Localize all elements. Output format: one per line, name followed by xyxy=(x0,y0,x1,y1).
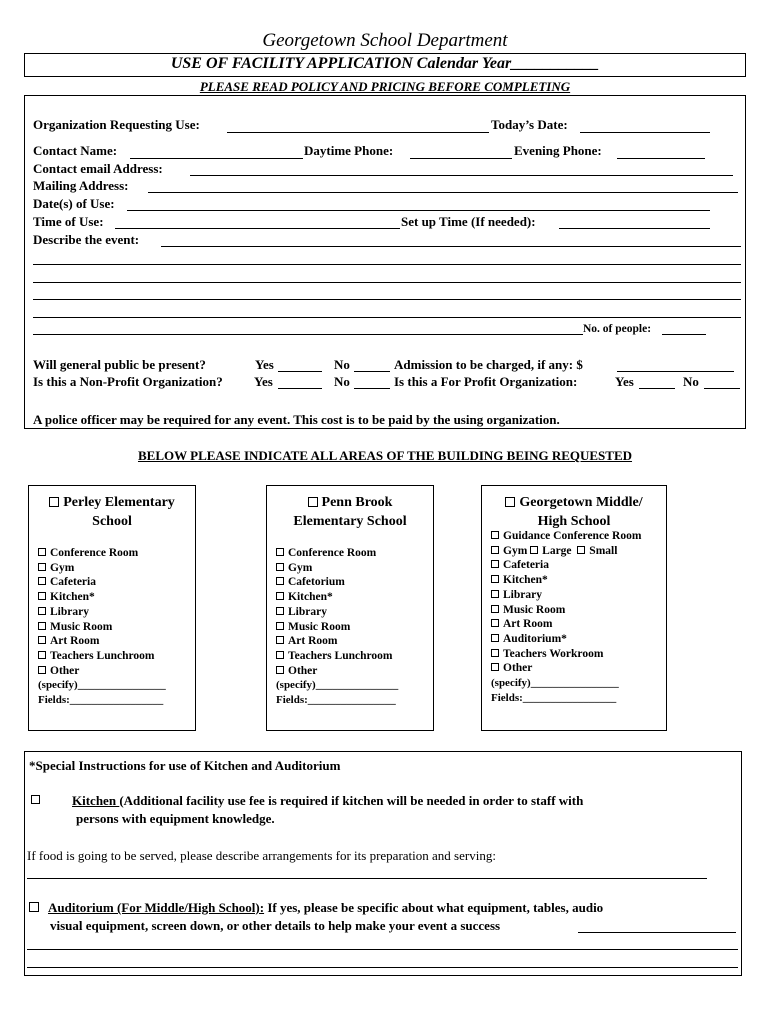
kitchen-checkbox[interactable] xyxy=(31,795,40,804)
org-label: Organization Requesting Use: xyxy=(33,117,200,132)
pennbrook-fields[interactable]: Fields:________________ xyxy=(276,694,396,707)
auditorium-field-3[interactable] xyxy=(27,967,738,968)
checkbox-icon[interactable] xyxy=(276,651,284,659)
daytime-phone-label: Daytime Phone: xyxy=(304,143,394,158)
perley-title-line2: School xyxy=(92,514,132,529)
people-field[interactable] xyxy=(662,334,706,335)
checkbox-icon[interactable] xyxy=(491,649,499,657)
pennbrook-specify[interactable]: (specify)_______________ xyxy=(276,679,399,692)
nonprofit-yes-label: Yes xyxy=(254,374,273,389)
describe-field-5[interactable] xyxy=(33,317,741,318)
food-text: If food is going to be served, please describe arrangements for its preparation and serving: xyxy=(27,848,496,863)
contact-name-field[interactable] xyxy=(130,158,303,159)
areas-heading: BELOW PLEASE INDICATE ALL AREAS OF THE BUILDING BEING REQUESTED xyxy=(137,448,633,463)
forprofit-no-label: No xyxy=(683,374,699,389)
auditorium-label: Auditorium (For Middle/High School): xyxy=(48,900,265,915)
mailing-label: Mailing Address: xyxy=(33,178,129,193)
describe-field-6[interactable] xyxy=(33,334,583,335)
pennbrook-item[interactable]: Kitchen* xyxy=(276,590,398,605)
perley-item[interactable]: Teachers Lunchroom xyxy=(38,649,166,664)
auditorium-checkbox[interactable] xyxy=(29,902,39,912)
nonprofit-yes-field[interactable] xyxy=(278,388,322,389)
georgetown-specify[interactable]: (specify)________________ xyxy=(491,677,619,690)
time-label: Time of Use: xyxy=(33,214,104,229)
georgetown-item[interactable]: Kitchen* xyxy=(491,573,641,588)
checkbox-icon[interactable] xyxy=(491,531,499,539)
describe-field-4[interactable] xyxy=(33,299,741,300)
pennbrook-item[interactable]: Conference Room xyxy=(276,546,398,561)
georgetown-title-line1: Georgetown Middle/ xyxy=(519,495,643,510)
daytime-phone-field[interactable] xyxy=(410,158,512,159)
checkbox-icon[interactable] xyxy=(491,590,499,598)
public-no-label: No xyxy=(334,357,350,372)
today-label: Today’s Date: xyxy=(491,117,568,132)
checkbox-icon[interactable] xyxy=(491,560,499,568)
perley-fields[interactable]: Fields:_________________ xyxy=(38,694,164,707)
georgetown-fields[interactable]: Fields:_________________ xyxy=(491,691,617,704)
dates-label: Date(s) of Use: xyxy=(33,196,115,211)
georgetown-item[interactable]: Teachers Workroom xyxy=(491,647,641,662)
forprofit-yes-field[interactable] xyxy=(639,388,675,389)
food-field[interactable] xyxy=(27,878,707,879)
pennbrook-item[interactable]: Cafetorium xyxy=(276,575,398,590)
checkbox-icon[interactable] xyxy=(577,546,585,554)
describe-field-2[interactable] xyxy=(33,264,741,265)
georgetown-title-line2: High School xyxy=(537,514,611,529)
checkbox-icon[interactable] xyxy=(38,592,46,600)
perley-item[interactable]: Other xyxy=(38,664,166,679)
public-yes-field[interactable] xyxy=(278,371,322,372)
describe-field-1[interactable] xyxy=(161,246,741,247)
document-title: Georgetown School Department xyxy=(262,30,508,51)
pennbrook-item[interactable]: Music Room xyxy=(276,620,398,635)
checkbox-icon[interactable] xyxy=(491,575,499,583)
georgetown-item[interactable]: Guidance Conference Room xyxy=(491,529,641,544)
auditorium-field-1[interactable] xyxy=(578,932,736,933)
application-title: USE OF FACILITY APPLICATION Calendar Year___________ xyxy=(170,55,600,72)
checkbox-icon[interactable] xyxy=(276,563,284,571)
kitchen-text1: (Additional facility use fee is required if kitchen will be needed in order to staff with xyxy=(119,793,584,808)
public-yes-label: Yes xyxy=(255,357,274,372)
pennbrook-item[interactable]: Teachers Lunchroom xyxy=(276,649,398,664)
checkbox-icon[interactable] xyxy=(491,546,499,554)
special-heading: *Special Instructions for use of Kitchen and Auditorium xyxy=(29,758,341,773)
perley-item[interactable]: Conference Room xyxy=(38,546,166,561)
public-question: Will general public be present? xyxy=(33,357,206,372)
police-note: A police officer may be required for any event. This cost is to be paid by the using organization. xyxy=(33,412,560,427)
georgetown-item[interactable]: Art Room xyxy=(491,617,641,632)
perley-title-line1: Perley Elementary xyxy=(63,495,175,510)
checkbox-icon[interactable] xyxy=(276,577,284,585)
georgetown-item[interactable]: Cafeteria xyxy=(491,558,641,573)
checkbox-icon[interactable] xyxy=(491,663,499,671)
perley-specify[interactable]: (specify)________________ xyxy=(38,679,166,692)
kitchen-text2: persons with equipment knowledge. xyxy=(76,811,275,826)
checkbox-icon[interactable] xyxy=(276,548,284,556)
admission-label: Admission to be charged, if any: $ xyxy=(394,357,583,372)
checkbox-icon[interactable] xyxy=(276,636,284,644)
checkbox-icon[interactable] xyxy=(38,607,46,615)
time-field[interactable] xyxy=(115,228,400,229)
evening-phone-label: Evening Phone: xyxy=(514,143,602,158)
setup-time-label: Set up Time (If needed): xyxy=(401,214,536,229)
pennbrook-area-list xyxy=(276,546,398,708)
perley-school-checkbox[interactable] xyxy=(49,497,59,507)
checkbox-icon[interactable] xyxy=(530,546,538,554)
setup-time-field[interactable] xyxy=(559,228,710,229)
georgetown-item[interactable]: Other xyxy=(491,661,641,676)
pennbrook-title-line1: Penn Brook xyxy=(321,495,393,510)
forprofit-yes-label: Yes xyxy=(615,374,634,389)
pennbrook-title-line2: Elementary School xyxy=(293,514,407,529)
georgetown-area-list xyxy=(491,529,641,705)
checkbox-icon[interactable] xyxy=(38,666,46,674)
nonprofit-no-field[interactable] xyxy=(354,388,390,389)
checkbox-icon[interactable] xyxy=(276,607,284,615)
perley-item[interactable]: Cafeteria xyxy=(38,575,166,590)
georgetown-item-gym[interactable]: Gym Large Small xyxy=(491,544,641,559)
georgetown-item[interactable]: Auditorium* xyxy=(491,632,641,647)
perley-item[interactable]: Music Room xyxy=(38,620,166,635)
evening-phone-field[interactable] xyxy=(617,158,705,159)
nonprofit-question: Is this a Non-Profit Organization? xyxy=(33,374,223,389)
pennbrook-school-checkbox[interactable] xyxy=(308,497,318,507)
checkbox-icon[interactable] xyxy=(276,666,284,674)
org-field[interactable] xyxy=(227,132,489,133)
checkbox-icon[interactable] xyxy=(276,622,284,630)
describe-field-3[interactable] xyxy=(33,282,741,283)
people-label: No. of people: xyxy=(583,323,652,335)
email-label: Contact email Address: xyxy=(33,161,163,176)
dates-field[interactable] xyxy=(127,210,710,211)
policy-notice: PLEASE READ POLICY AND PRICING BEFORE COMPLETING xyxy=(199,79,571,94)
georgetown-item[interactable]: Library xyxy=(491,588,641,603)
checkbox-icon[interactable] xyxy=(38,563,46,571)
auditorium-text1: If yes, please be specific about what equipment, tables, audio xyxy=(264,900,604,915)
nonprofit-no-label: No xyxy=(334,374,350,389)
admission-field[interactable] xyxy=(617,371,734,372)
checkbox-icon[interactable] xyxy=(491,634,499,642)
kitchen-label: Kitchen xyxy=(72,793,120,808)
georgetown-school-checkbox[interactable] xyxy=(505,497,515,507)
pennbrook-item[interactable]: Other xyxy=(276,664,398,679)
checkbox-icon[interactable] xyxy=(38,577,46,585)
auditorium-field-2[interactable] xyxy=(27,949,738,950)
describe-label: Describe the event: xyxy=(33,232,140,247)
mailing-field[interactable] xyxy=(148,192,738,193)
auditorium-line1 xyxy=(48,900,603,916)
today-field[interactable] xyxy=(580,132,710,133)
checkbox-icon[interactable] xyxy=(38,548,46,556)
checkbox-icon[interactable] xyxy=(276,592,284,600)
pennbrook-item[interactable]: Gym xyxy=(276,561,398,576)
checkbox-icon[interactable] xyxy=(491,619,499,627)
contact-name-label: Contact Name: xyxy=(33,143,118,158)
georgetown-item[interactable]: Music Room xyxy=(491,603,641,618)
pennbrook-item[interactable]: Art Room xyxy=(276,634,398,649)
forprofit-question: Is this a For Profit Organization: xyxy=(394,374,578,389)
perley-item[interactable]: Library xyxy=(38,605,166,620)
pennbrook-item[interactable]: Library xyxy=(276,605,398,620)
checkbox-icon[interactable] xyxy=(38,651,46,659)
forprofit-no-field[interactable] xyxy=(704,388,740,389)
public-no-field[interactable] xyxy=(354,371,390,372)
checkbox-icon[interactable] xyxy=(38,636,46,644)
auditorium-text2: visual equipment, screen down, or other details to help make your event a success xyxy=(50,918,501,933)
email-field[interactable] xyxy=(190,175,733,176)
checkbox-icon[interactable] xyxy=(491,605,499,613)
checkbox-icon[interactable] xyxy=(38,622,46,630)
perley-item[interactable]: Kitchen* xyxy=(38,590,166,605)
kitchen-line1 xyxy=(72,793,583,809)
perley-item[interactable]: Gym xyxy=(38,561,166,576)
perley-item[interactable]: Art Room xyxy=(38,634,166,649)
perley-area-list xyxy=(38,546,166,708)
